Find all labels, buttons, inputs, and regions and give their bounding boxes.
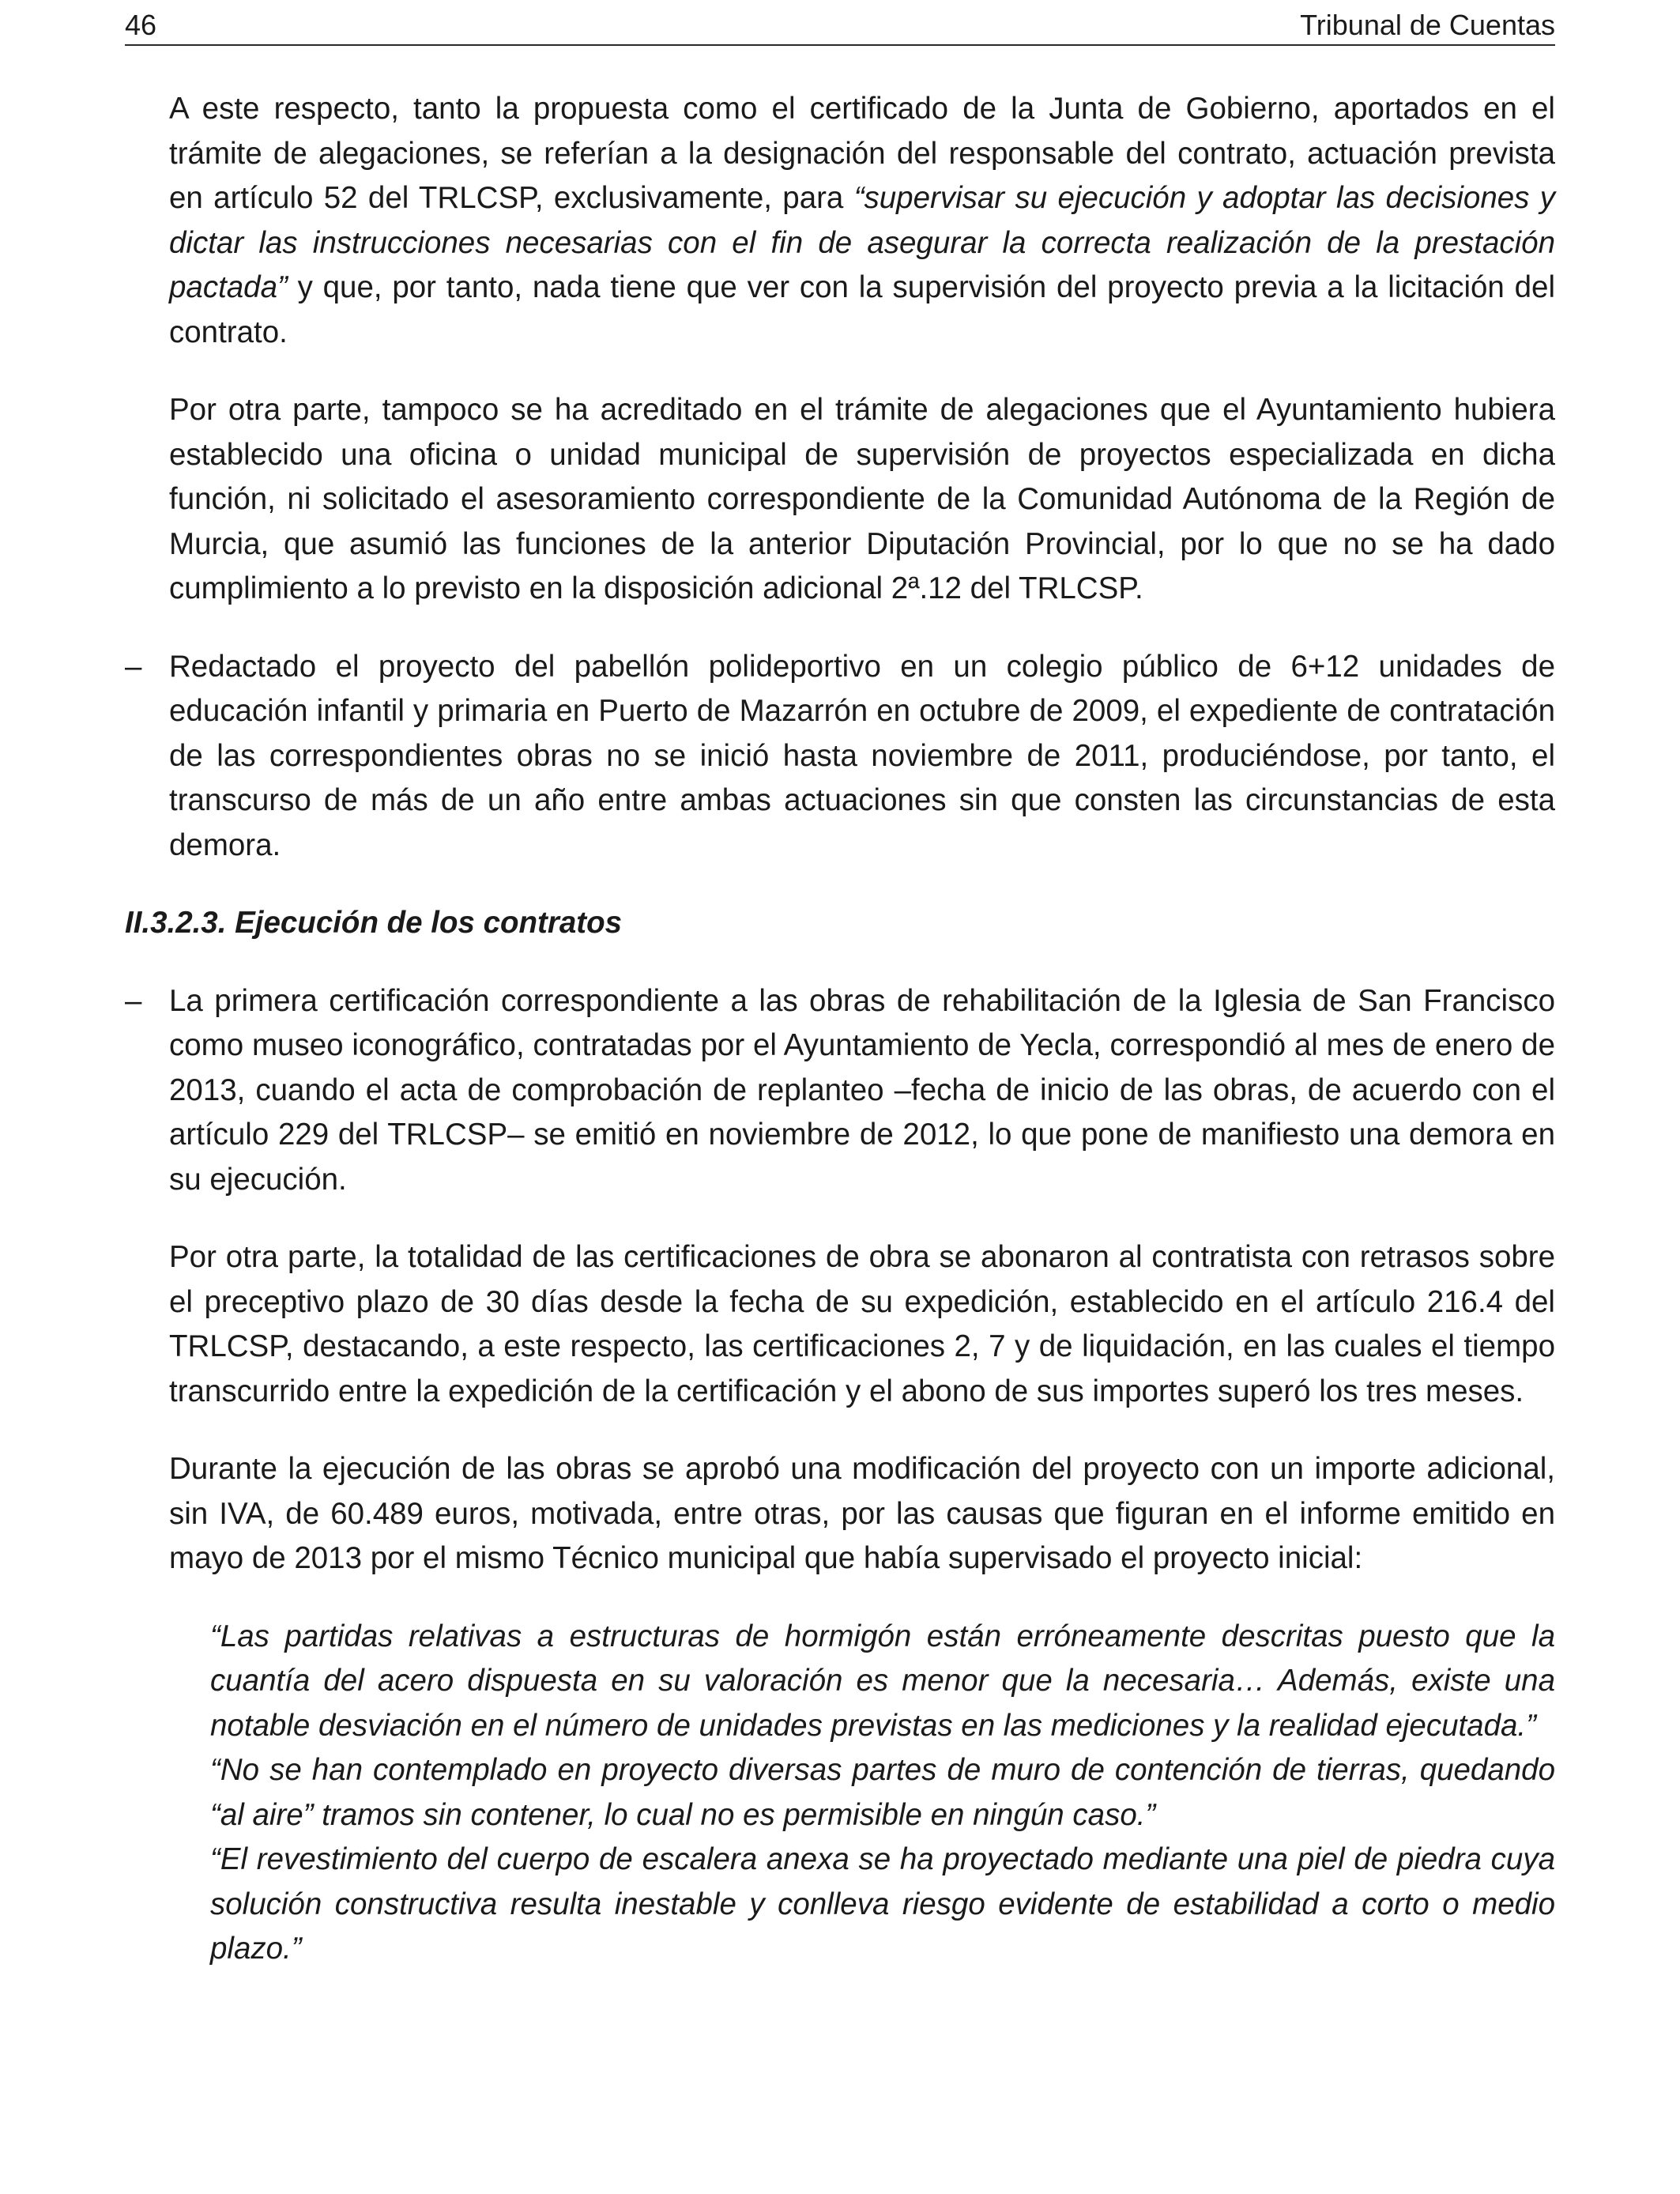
- quoted-text: “supervisar su ejecución y adoptar las decisiones y dictar las instrucciones necesarias con el fin de asegurar la correcta realización de la prestación pactada”: [169, 181, 1556, 304]
- quote-muro: “No se han contemplado en proyecto diversas partes de muro de contención de tierras, quedando “al aire” tramos sin contener, lo cual no es permisible en ningún caso.”: [210, 1753, 1555, 1832]
- paragraph-responsable-contrato: [125, 87, 1555, 355]
- paragraph-modificacion: Durante la ejecución de las obras se aprobó una modificación del proyecto con un importe adicional, sin IVA, de 60.489 euros, motivada, entre otras, por las causas que figuran en el informe emitido en mayo de 2013 por el mismo Técnico municipal que había supervisado el proyecto inicial:: [169, 1452, 1555, 1575]
- quote-hormigon: “Las partidas relativas a estructuras de hormigón están erróneamente descritas puesto que la cuantía del acero dispuesta en su valoración es menor que la necesaria… Además, existe una notable desviación en el número de unidades previstas en las mediciones y la realidad ejecutada.”: [210, 1619, 1555, 1743]
- document-title: Tribunal de Cuentas: [1300, 9, 1555, 41]
- bullet-dash: –: [125, 649, 142, 684]
- paragraph-text: A este respecto, tanto la propuesta como el certificado de la Junta de Gobierno, aportados en el trámite de alegaciones, se referían a la designación del responsable del contrato, actuación prevista en artículo 52 del TRLCSP, exclusivamente, para: [169, 92, 1555, 215]
- page-body: [125, 87, 1555, 1972]
- list-item-text: La primera certificación correspondiente a las obras de rehabilitación de la Iglesia de San Francisco como museo iconográfico, contratadas por el Ayuntamiento de Yecla, correspondió al mes de enero de 2013, cuando el acta de comprobación de replanteo –fecha de inicio de las obras, de acuerdo con el artículo 229 del TRLCSP– se emitió en noviembre de 2012, lo que pone de manifiesto una demora en su ejecución.: [169, 983, 1555, 1197]
- section-heading: II.3.2.3. Ejecución de los contratos: [125, 906, 623, 940]
- list-item-pabellon: [125, 645, 1555, 869]
- list-item-text: Redactado el proyecto del pabellón polideportivo en un colegio público de 6+12 unidades de educación infantil y primaria en Puerto de Mazarrón en octubre de 2009, el expediente de contratación de las correspondientes obras no se inició hasta noviembre de 2011, produciéndose, por tanto, el transcurso de más de un año entre ambas actuaciones sin que consten las circunstancias de esta demora.: [169, 649, 1555, 862]
- page-number: 46: [125, 9, 157, 41]
- quote-escalera: “El revestimiento del cuerpo de escalera anexa se ha proyectado mediante una piel de piedra cuya solución constructiva resulta inestable y conlleva riesgo evidente de estabilidad a corto o medio plazo.”: [210, 1842, 1555, 1966]
- paragraph-text: y que, por tanto, nada tiene que ver con la supervisión del proyecto previa a la licitación del contrato.: [169, 270, 1555, 349]
- paragraph-oficina-supervision: Por otra parte, tampoco se ha acreditado en el trámite de alegaciones que el Ayuntamiento hubiera establecido una oficina o unidad municipal de supervisión de proyectos especializada en dicha función, ni solicitado el asesoramiento correspondiente de la Comunidad Autónoma de la Región de Murcia, que asumió las funciones de la anterior Diputación Provincial, por lo que no se ha dado cumplimiento a lo previsto en la disposición adicional 2ª.12 del TRLCSP.: [169, 393, 1555, 605]
- bullet-dash: –: [125, 983, 142, 1018]
- list-item-iglesia: [125, 979, 1555, 1203]
- page-header: [125, 6, 1555, 46]
- paragraph-certificaciones: Por otra parte, la totalidad de las certificaciones de obra se abonaron al contratista con retrasos sobre el preceptivo plazo de 30 días desde la fecha de su expedición, establecido en el artículo 216.4 del TRLCSP, destacando, a este respecto, las certificaciones 2, 7 y de liquidación, en las cuales el tiempo transcurrido entre la expedición de la certificación y el abono de sus importes superó los tres meses.: [169, 1240, 1555, 1408]
